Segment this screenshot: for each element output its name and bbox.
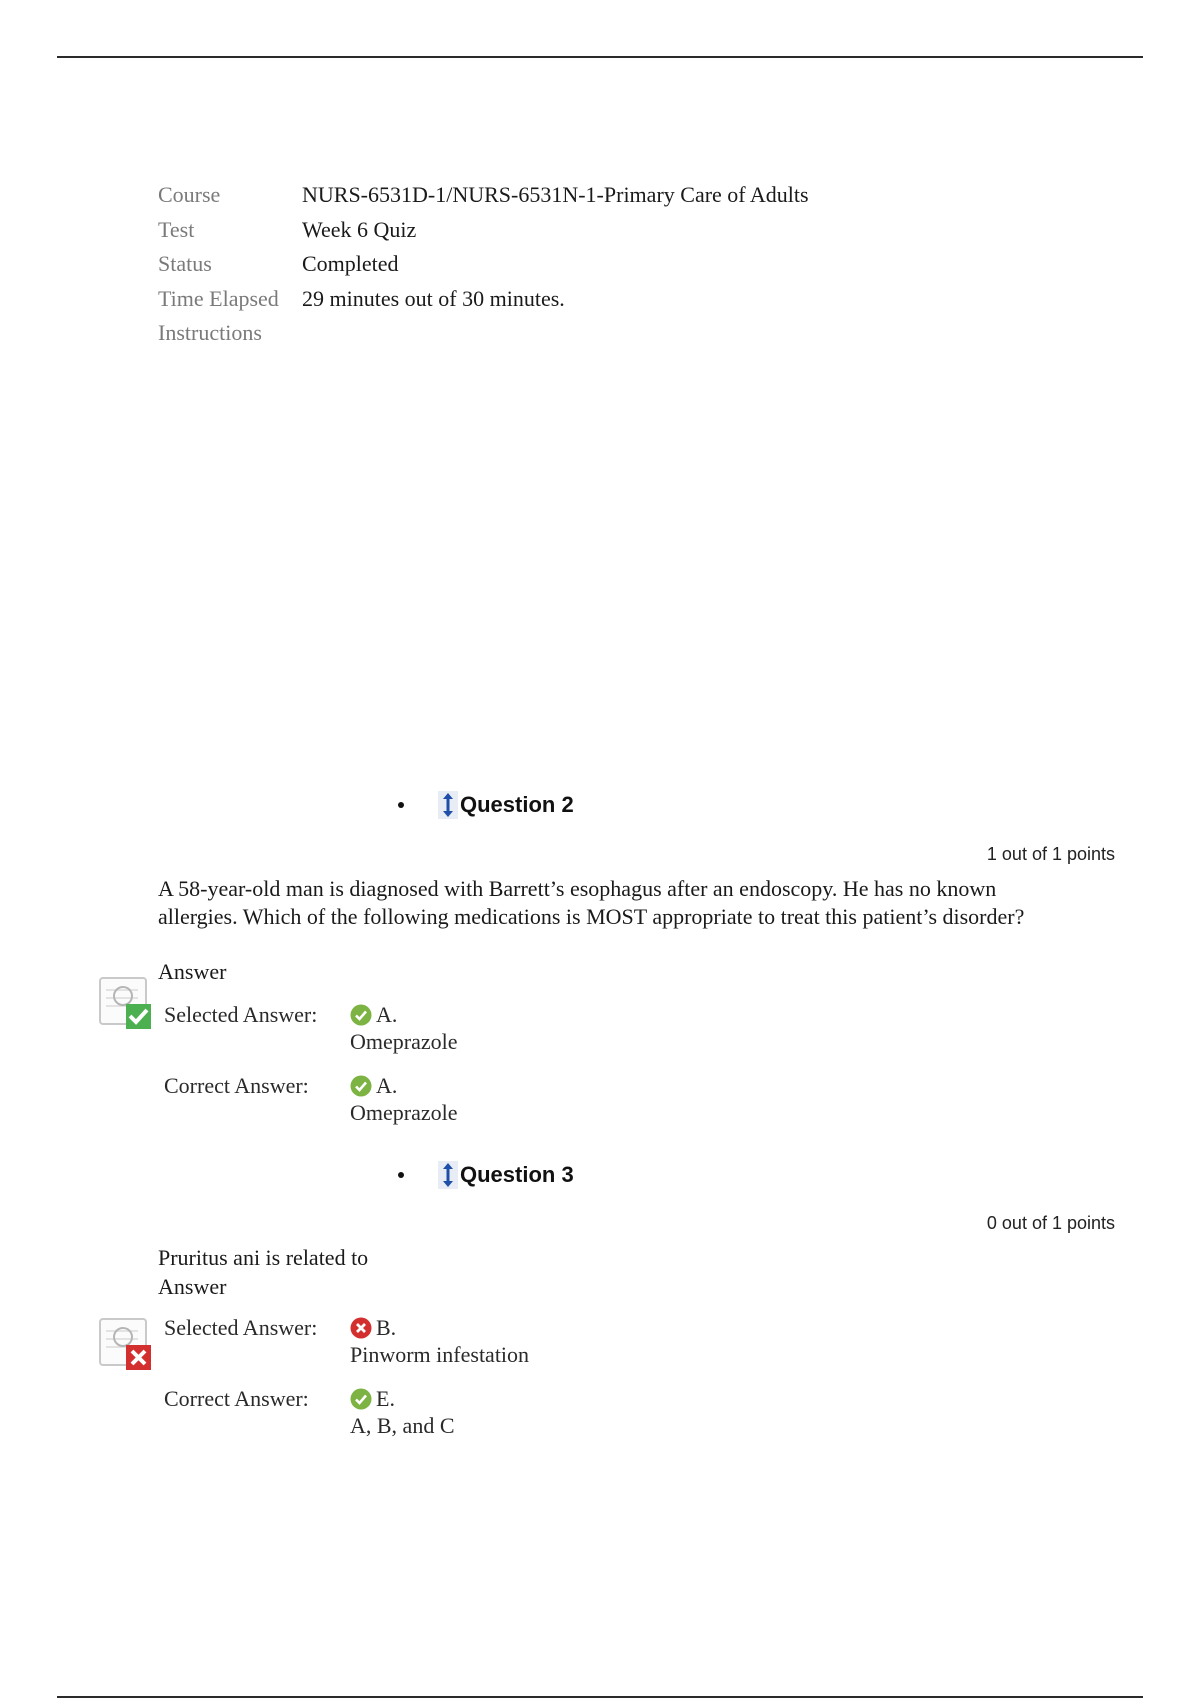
reorder-arrows-icon[interactable] [438,1161,458,1189]
selected-answer-label: Selected Answer: [164,1315,318,1340]
question-2-selected-answer [164,1001,458,1055]
correct-answer-body [350,1072,458,1126]
selected-answer-letter: B. [376,1315,397,1340]
question-3-heading[interactable] [398,1160,574,1190]
question-2-title: Question 2 [460,792,574,817]
check-icon [350,1004,372,1026]
correct-answer-text: Omeprazole [350,1100,458,1125]
correct-answer-label: Correct Answer: [164,1386,309,1411]
time-elapsed-label: Time Elapsed [158,285,279,311]
status-label: Status [158,251,212,276]
time-elapsed-row [158,282,809,317]
time-elapsed-value: 29 minutes out of 30 minutes. [302,285,565,311]
x-icon [350,1317,372,1339]
instructions-row [158,316,809,351]
status-value: Completed [302,251,399,276]
question-2-text: A 58-year-old man is diagnosed with Barrett’s esophagus after an endoscopy. He has no known allergies. Which of the following medications is MOST appropriate to treat this patient’s disorder? [158,876,1025,929]
correct-answer-letter: A. [376,1073,398,1098]
test-row [158,213,809,248]
selected-answer-letter: A. [376,1002,398,1027]
selected-answer-text: Pinworm infestation [350,1342,530,1367]
test-label: Test [158,216,195,242]
selected-answer-body [350,1314,529,1368]
top-rule [57,56,1143,58]
question-2-correct-answer [164,1072,458,1126]
question-2-answer-label: Answer [158,959,227,984]
question-3-points: 0 out of 1 points [986,1213,1115,1233]
correct-answer-letter: E. [376,1386,395,1411]
test-value: Week 6 Quiz [302,216,417,242]
selected-answer-letter-line [350,1001,458,1028]
question-2-points: 1 out of 1 points [986,844,1115,864]
selected-answer-label: Selected Answer: [164,1002,318,1027]
incorrect-answer-status-icon [98,1317,154,1373]
selected-answer-body [350,1001,458,1055]
status-row [158,247,809,282]
question-3-title: Question 3 [460,1162,574,1187]
bullet-icon [398,1172,404,1178]
correct-answer-body [350,1385,455,1439]
course-label: Course [158,182,221,207]
test-summary [158,178,809,351]
correct-answer-letter-line [350,1385,455,1412]
question-3-correct-answer [164,1385,455,1439]
check-icon [350,1075,372,1097]
correct-answer-label: Correct Answer: [164,1073,309,1098]
instructions-label: Instructions [158,320,262,345]
correct-answer-text: A, B, and C [350,1413,455,1438]
reorder-arrows-icon[interactable] [438,791,458,819]
bullet-icon [398,802,404,808]
check-icon [350,1388,372,1410]
course-row [158,178,809,213]
question-2-heading[interactable] [398,790,574,820]
correct-answer-status-icon [98,976,154,1032]
question-3-selected-answer [164,1314,529,1368]
bottom-rule [57,1696,1143,1698]
correct-answer-letter-line [350,1072,458,1099]
selected-answer-text: Omeprazole [350,1029,458,1054]
selected-answer-letter-line [350,1314,529,1341]
question-3-answer-label: Answer [158,1274,227,1299]
question-3-text: Pruritus ani is related to [158,1245,369,1270]
course-value: NURS-6531D-1/NURS-6531N-1-Primary Care of Adults [302,182,809,207]
